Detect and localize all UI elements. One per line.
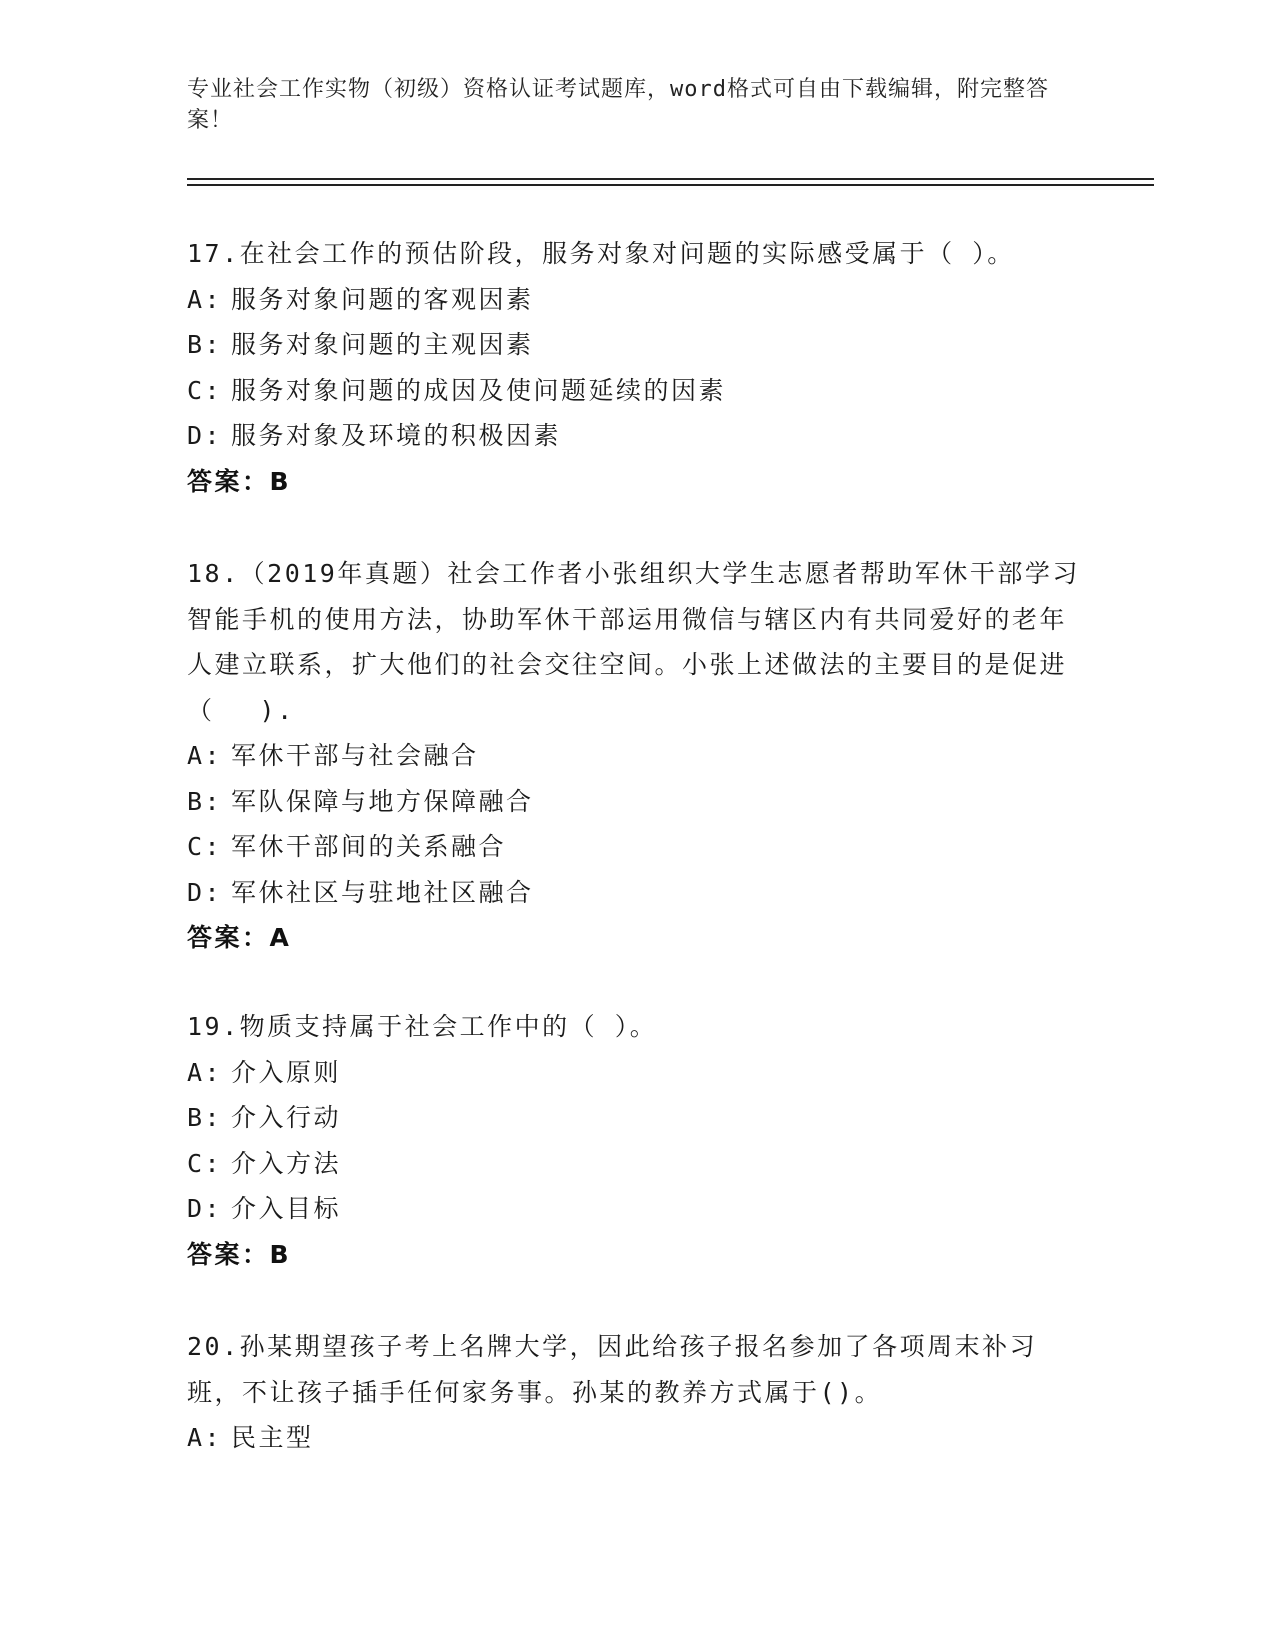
- option-text: 介入目标: [231, 1194, 342, 1223]
- question-stem: 17.在社会工作的预估阶段，服务对象对问题的实际感受属于（ ）。: [187, 239, 1015, 268]
- question-stem: 18.（2019年真题）社会工作者小张组织大学生志愿者帮助军休干部学习智能手机的使用方法，协助军休干部运用微信与辖区内有共同爱好的老年人建立联系，扩大他们的社会交往空间。小张上述做法的主要目的是促进（ ).: [187, 559, 1080, 725]
- question-20: [187, 1324, 1087, 1461]
- option-a: [187, 277, 1087, 323]
- option-key: D:: [187, 1194, 223, 1223]
- option-text: 服务对象问题的主观因素: [231, 330, 534, 359]
- option-d: [187, 1186, 1087, 1232]
- option-key: C:: [187, 1148, 223, 1178]
- option-text: 民主型: [231, 1423, 314, 1452]
- question-stem: 20.孙某期望孩子考上名牌大学，因此给孩子报名参加了各项周末补习班，不让孩子插手任何家务事。孙某的教养方式属于()。: [187, 1332, 1038, 1407]
- option-text: 服务对象问题的成因及使问题延续的因素: [231, 375, 727, 405]
- option-text: 服务对象及环境的积极因素: [231, 421, 562, 450]
- option-a: [187, 1415, 1087, 1461]
- option-text: 介入原则: [231, 1057, 342, 1087]
- option-text: 介入行动: [231, 1103, 342, 1132]
- option-key: D:: [187, 421, 223, 450]
- option-c: [187, 1141, 1087, 1187]
- option-key: A:: [187, 1423, 223, 1452]
- option-text: 军休社区与驻地社区融合: [231, 877, 534, 907]
- option-key: A:: [187, 284, 223, 314]
- option-text: 军休干部与社会融合: [231, 741, 479, 770]
- question-19: [187, 1004, 1087, 1277]
- option-key: B:: [187, 1103, 223, 1132]
- option-b: [187, 1095, 1087, 1141]
- answer: 答案：A: [187, 923, 292, 952]
- option-c: [187, 368, 1087, 414]
- option-d: [187, 413, 1087, 459]
- option-text: 军休干部间的关系融合: [231, 832, 507, 861]
- option-a: [187, 1050, 1087, 1096]
- option-b: [187, 779, 1087, 825]
- option-key: C:: [187, 375, 223, 405]
- option-a: [187, 733, 1087, 779]
- option-text: 介入方法: [231, 1148, 342, 1178]
- answer: 答案：B: [187, 1239, 292, 1269]
- question-17: [187, 231, 1087, 504]
- document-header: 专业社会工作实物（初级）资格认证考试题库，word格式可自由下载编辑，附完整答案！: [187, 77, 1049, 133]
- option-key: C:: [187, 832, 223, 861]
- question-stem: 19.物质支持属于社会工作中的（ ）。: [187, 1012, 658, 1041]
- option-d: [187, 870, 1087, 916]
- option-key: A:: [187, 741, 223, 770]
- option-text: 军队保障与地方保障融合: [231, 786, 534, 816]
- option-key: D:: [187, 877, 223, 907]
- option-b: [187, 322, 1087, 368]
- option-key: B:: [187, 786, 223, 816]
- header-divider-bottom: [187, 184, 1154, 186]
- option-key: B:: [187, 330, 223, 359]
- header-divider-top: [187, 178, 1154, 180]
- answer: 答案：B: [187, 466, 292, 496]
- question-18: [187, 551, 1087, 961]
- option-key: A:: [187, 1057, 223, 1087]
- option-c: [187, 824, 1087, 870]
- option-text: 服务对象问题的客观因素: [231, 284, 534, 314]
